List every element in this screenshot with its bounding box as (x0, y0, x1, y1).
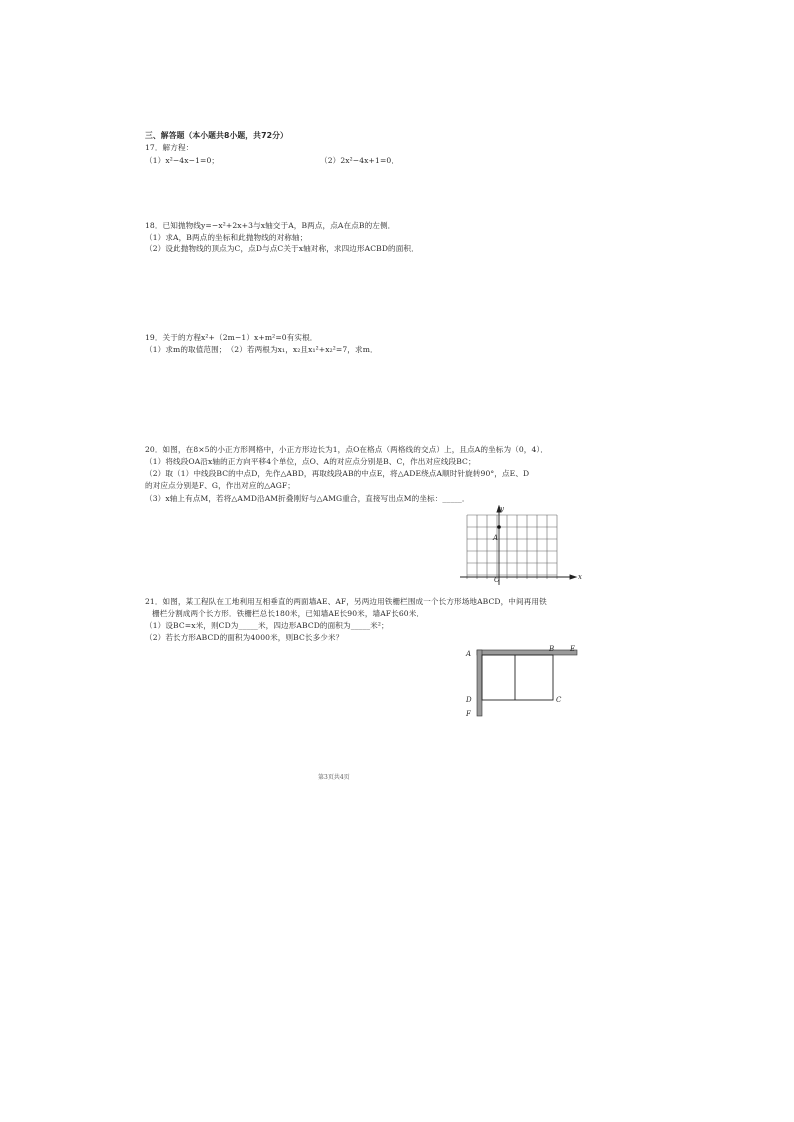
page-footer: 第3页共4页 (318, 774, 350, 781)
q20-line5: （3）x轴上有点M，若将△AMD沿AM折叠刚好与△AMG重合，直接写出点M的坐标：_____． (145, 494, 470, 503)
q21-e-label: E (570, 645, 576, 653)
q21-wall-figure (470, 646, 580, 720)
q20-grid-figure (458, 505, 582, 589)
q21-f-label: F (466, 710, 471, 718)
q18-part1: （1）求A，B两点的坐标和此抛物线的对称轴； (145, 233, 308, 242)
q21-part2: （2）若长方形ABCD的面积为4000米，则BC长多少米？ (145, 633, 344, 642)
q20-a-label: A (493, 534, 499, 542)
q21-part1: （1）设BC=x米，则CD为_____米，四边形ABCD的面积为_____米²； (145, 621, 389, 630)
q21-c-label: C (556, 696, 562, 704)
q20-line4: 的对应点分别是F、G，作出对应的△AGF； (145, 481, 295, 490)
q18-part2: （2）设此抛物线的顶点为C，点D与点C关于x轴对称，求四边形ACBD的面积． (145, 244, 419, 253)
q21-d-label: D (466, 696, 472, 704)
q21-a-label: A (466, 650, 472, 658)
q21-line1: 21．如图，某工程队在工地利用互相垂直的两面墙AE、AF，另两边用铁栅栏围成一个长方形场地ABCD，中间再用铁 (145, 597, 547, 606)
q20-x-label: x (578, 573, 582, 581)
q17-title: 17．解方程： (145, 143, 194, 152)
q21-line2: 栅栏分割成两个长方形．铁栅栏总长180米，已知墙AE长90米，墙AF长60米． (152, 609, 425, 618)
section-heading: 三、解答题（本小题共8小题，共72分） (145, 131, 288, 140)
q20-line2: （1）将线段OA沿x轴的正方向平移4个单位，点O、A的对应点分别是B、C，作出对应线段BC； (145, 457, 476, 466)
point-a (497, 525, 501, 529)
q20-line3: （2）取（1）中线段BC的中点D，先作△ABD，再取线段AB的中点E，将△ADE绕点A顺时针旋转90°，点E、D (145, 469, 530, 478)
q19-parts: （1）求m的取值范围； （2）若两根为x₁，x₂且x₁²+x₂²=7，求m． (145, 345, 378, 354)
q21-b-label: B (549, 645, 555, 653)
q17-part2: （2）2x²−4x+1=0． (320, 156, 400, 165)
q20-o-label: O (494, 576, 500, 584)
q17-part1: （1）x²−4x−1=0； (145, 156, 220, 165)
q18-stem: 18．已知抛物线y=−x²+2x+3与x轴交于A，B两点，点A在点B的左侧． (145, 221, 396, 230)
q20-line1: 20．如图，在8×5的小正方形网格中，小正方形边长为1，点O在格点（两格线的交点）上，且点A的坐标为（0，4）． (145, 445, 548, 454)
q19-stem: 19．关于的方程x²+（2m−1）x+m²=0有实根． (145, 333, 318, 342)
q20-y-label: y (500, 505, 504, 513)
